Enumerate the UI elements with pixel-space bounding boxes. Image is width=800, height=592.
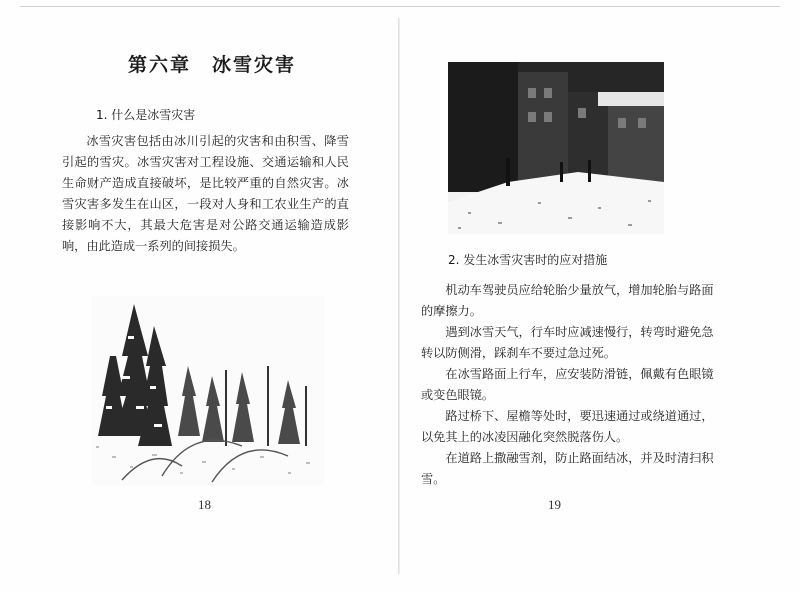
right-page: [400, 0, 800, 592]
snowy-street-photo: [448, 62, 664, 234]
snowy-forest-photo: [92, 296, 324, 486]
measure-paragraph-2: 遇到冰雪天气，行车时应减速慢行，转弯时避免急转以防侧滑，踩刹车不要过急过死。: [421, 325, 714, 360]
left-page: [0, 0, 398, 592]
section-heading-1: 1. 什么是冰雪灾害: [96, 108, 196, 122]
intro-paragraph: 冰雪灾害包括由冰川引起的灾害和由积雪、降雪引起的雪灾。冰雪灾害对工程设施、交通运输和人民生命财产造成直接破坏，是比较严重的自然灾害。冰雪灾害多发生在山区，一段对人身和工农业生产的直接影响不大，其最大危害是对公路交通运输造成影响，由此造成一系列的间接损失。: [62, 134, 349, 253]
snowy-forest-illustration: [92, 296, 324, 486]
snowy-street-illustration: [448, 62, 664, 234]
page-number-right: 19: [548, 497, 561, 512]
measure-paragraph-1: 机动车驾驶员应给轮胎少量放气，增加轮胎与路面的摩擦力。: [421, 283, 714, 318]
section-heading-2: 2. 发生冰雪灾害时的应对措施: [448, 253, 608, 267]
chapter-title: 第六章 冰雪灾害: [128, 54, 297, 76]
page-number-left: 18: [198, 497, 211, 512]
measure-paragraph-3: 在冰雪路面上行车，应安装防滑链，佩戴有色眼镜或变色眼镜。: [421, 367, 714, 402]
measure-paragraph-4: 路过桥下、屋檐等处时，要迅速通过或绕道通过，以免其上的冰凌因融化突然脱落伤人。: [421, 409, 714, 444]
measure-paragraph-5: 在道路上撒融雪剂，防止路面结冰，并及时清扫积雪。: [421, 451, 714, 486]
